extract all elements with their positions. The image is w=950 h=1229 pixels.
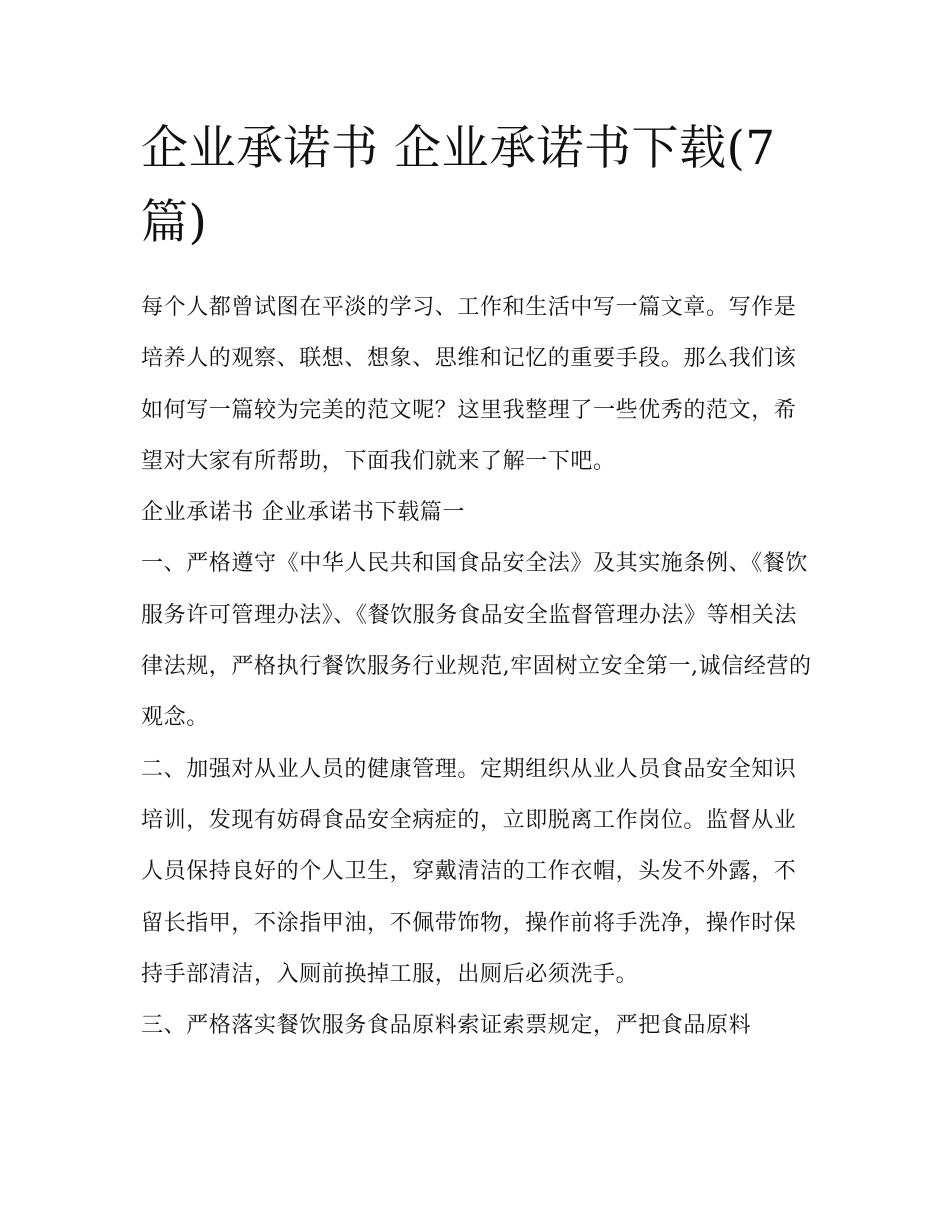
item-paragraph-2: 二、加强对从业人员的健康管理。定期组织从业人员食品安全知识培训，发现有妨碍食品安全病症的，立即脱离工作岗位。监督从业人员保持良好的个人卫生，穿戴清洁的工作衣帽，头发不外露，不留长指甲，不涂指甲油，不佩带饰物，操作前将手洗净，操作时保持手部清洁，入厕前换掉工服，出厕后必须洗手。 bbox=[141, 756, 797, 987]
section-heading: 企业承诺书 企业承诺书下载篇一 bbox=[141, 500, 465, 526]
intro-paragraph: 每个人都曾试图在平淡的学习、工作和生活中写一篇文章。写作是培养人的观察、联想、想象、思维和记忆的重要手段。那么我们该如何写一篇较为完美的范文呢？这里我整理了一些优秀的范文，希望对大家有所帮助，下面我们就来了解一下吧。 bbox=[141, 295, 797, 474]
item-paragraph-3: 三、严格落实餐饮服务食品原料索证索票规定，严把食品原料 bbox=[141, 1013, 752, 1039]
document-page bbox=[141, 112, 813, 1051]
document-title: 企业承诺书 企业承诺书下载(7篇) bbox=[141, 121, 776, 250]
item-paragraph-1: 一、严格遵守《中华人民共和国食品安全法》及其实施条例、《餐饮服务许可管理办法》、《餐饮服务食品安全监督管理办法》等相关法律法规，严格执行餐饮服务行业规范,牢固树立安全第一,诚信经营的观念。 bbox=[141, 551, 812, 731]
